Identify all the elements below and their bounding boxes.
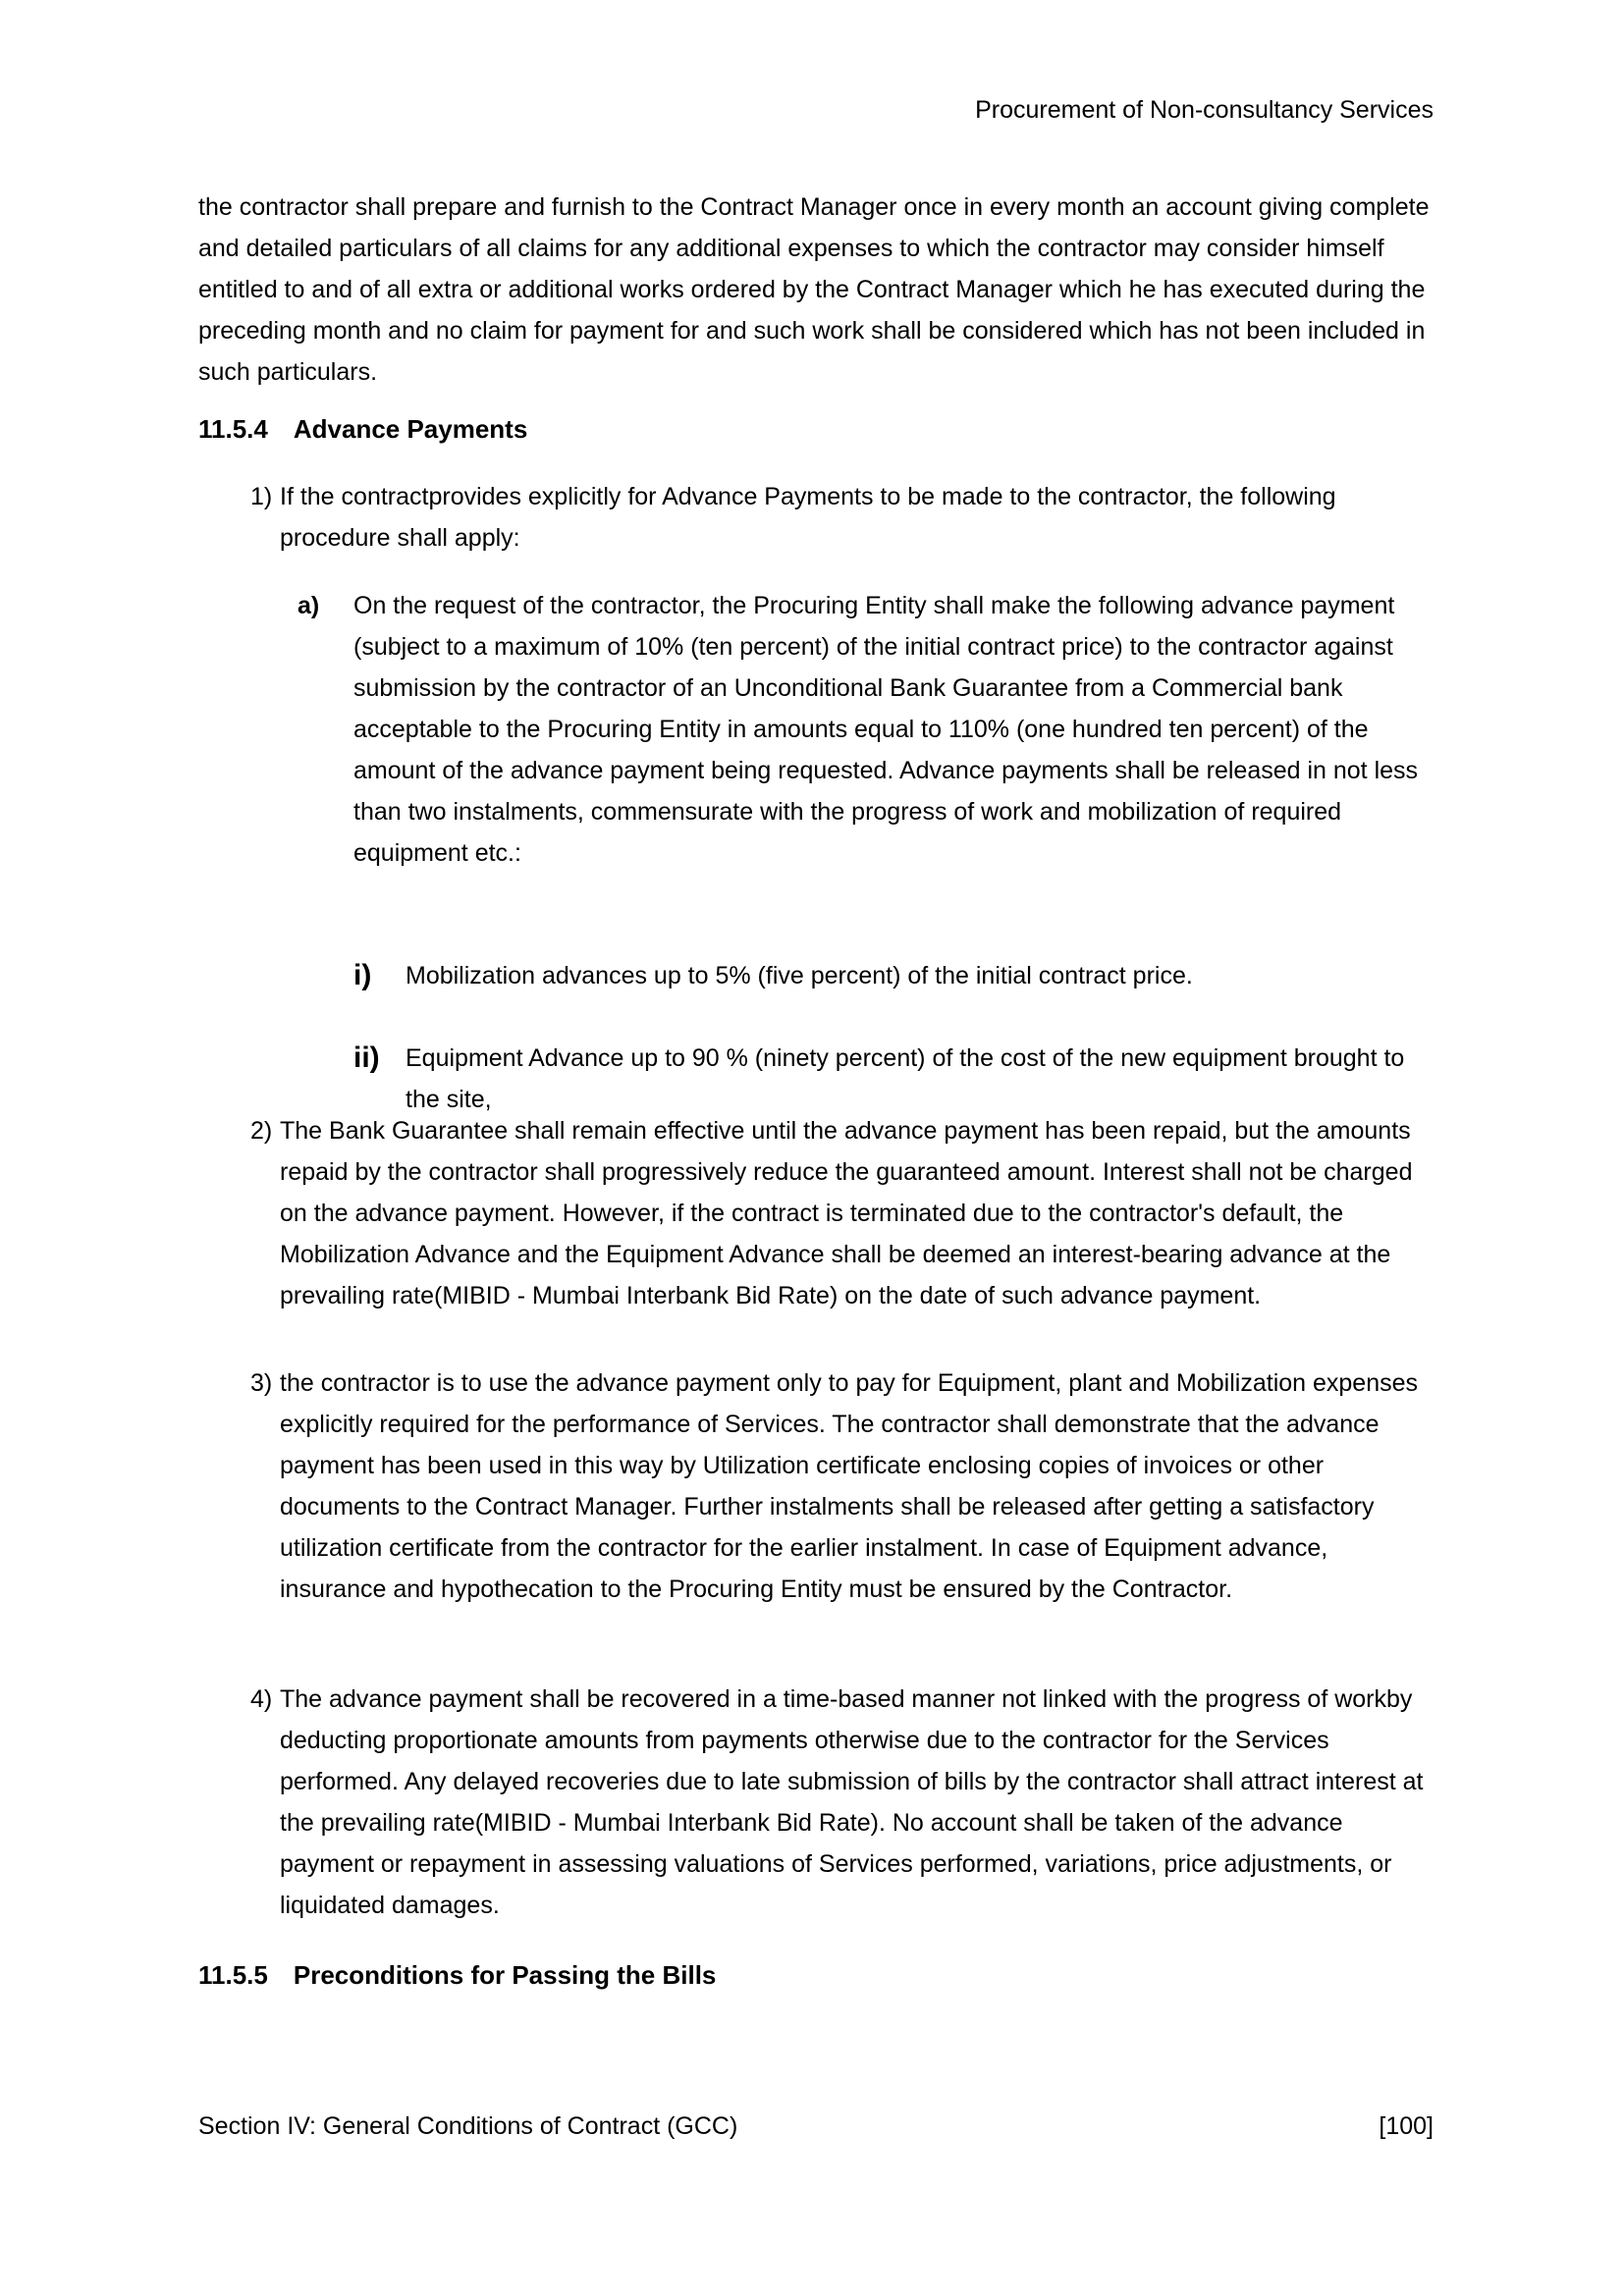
page-footer <box>198 2110 1434 2142</box>
footer-section-label: Section IV: General Conditions of Contract (GCC) <box>198 2112 738 2140</box>
section-heading-11-5-4 <box>198 408 1434 450</box>
list-marker: ii) <box>353 1041 380 1074</box>
section-title: Preconditions for Passing the Bills <box>293 1960 717 1990</box>
page-header: Procurement of Non-consultancy Services <box>975 96 1434 124</box>
list-item-text: The advance payment shall be recovered in a time-based manner not linked with the progress of workby deducting proportionate amounts from payments otherwise due to the contractor for the Services performed. Any delayed recoveries due to late submission of bills by the contractor shall attract interest at the prevailing rate(MIBID - Mumbai Interbank Bid Rate). No account shall be taken of the advance payment or repayment in assessing valuations of Services performed, variations, price adjustments, or liquidated damages. <box>280 1685 1424 1919</box>
footer-page-number: [100] <box>1379 2112 1434 2140</box>
intro-paragraph: the contractor shall prepare and furnish to the Contract Manager once in every month an account giving complete and detailed particulars of all claims for any additional expenses to which the contractor may consider himself entitled to and of all extra or additional works ordered by the Contract Manager which he has executed during the preceding month and no claim for payment for and such work shall be considered which has not been included in such particulars. <box>198 193 1430 386</box>
list-item-text: If the contractprovides explicitly for Advance Payments to be made to the contractor, the following procedure shall apply: <box>280 483 1336 552</box>
list-marker: i) <box>353 959 372 991</box>
list-marker: 3) <box>250 1369 273 1397</box>
section-heading-11-5-5 <box>198 1954 1434 1996</box>
list-item-3 <box>198 1362 1434 1610</box>
list-item-ii <box>198 1038 1434 1120</box>
list-item-text: Mobilization advances up to 5% (five percent) of the initial contract price. <box>406 962 1193 989</box>
list-marker: 1) <box>250 483 273 510</box>
list-item-1 <box>198 476 1434 559</box>
list-item-text: Equipment Advance up to 90 % (ninety percent) of the cost of the new equipment brought to the site, <box>406 1044 1405 1113</box>
list-item-2 <box>198 1110 1434 1316</box>
section-number: 11.5.4 <box>198 414 268 444</box>
section-number: 11.5.5 <box>198 1960 268 1990</box>
list-item-text: The Bank Guarantee shall remain effective until the advance payment has been repaid, but the amounts repaid by the contractor shall progressively reduce the guaranteed amount. Interest shall not be charged on the advance payment. However, if the contract is terminated due to the contractor's default, the Mobilization Advance and the Equipment Advance shall be deemed an interest-bearing advance at the prevailing rate(MIBID - Mumbai Interbank Bid Rate) on the date of such advance payment. <box>280 1117 1413 1309</box>
list-item-i <box>198 955 1434 996</box>
list-item-a <box>198 585 1434 874</box>
list-item-text: On the request of the contractor, the Procuring Entity shall make the following advance payment (subject to a maximum of 10% (ten percent) of the initial contract price) to the contractor against submission by the contractor of an Unconditional Bank Guarantee from a Commercial bank acceptable to the Procuring Entity in amounts equal to 110% (one hundred ten percent) of the amount of the advance payment being requested. Advance payments shall be released in not less than two instalments, commensurate with the progress of work and mobilization of required equipment etc.: <box>353 592 1419 867</box>
section-title: Advance Payments <box>293 414 528 444</box>
list-marker: 4) <box>250 1685 273 1713</box>
list-item-4 <box>198 1679 1434 1926</box>
list-marker: 2) <box>250 1117 273 1145</box>
list-marker: a) <box>298 592 320 619</box>
list-item-text: the contractor is to use the advance payment only to pay for Equipment, plant and Mobilization expenses explicitly required for the performance of Services. The contractor shall demonstrate that the advance payment has been used in this way by Utilization certificate enclosing copies of invoices or other documents to the Contract Manager. Further instalments shall be released after getting a satisfactory utilization certificate from the contractor for the earlier instalment. In case of Equipment advance, insurance and hypothecation to the Procuring Entity must be ensured by the Contractor. <box>280 1369 1419 1603</box>
